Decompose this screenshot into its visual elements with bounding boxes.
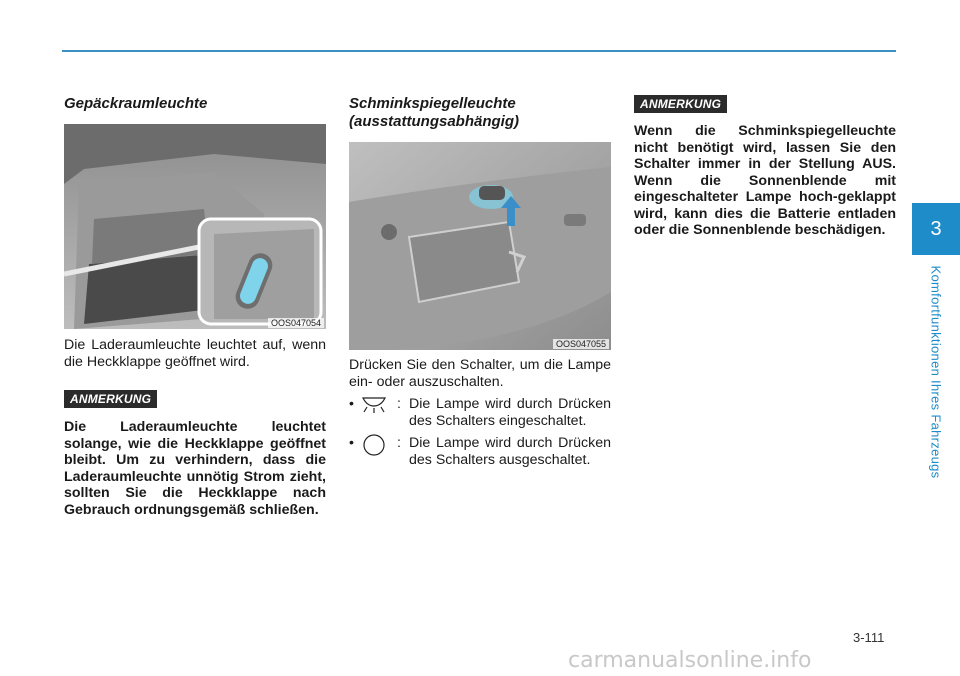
body-text: Drücken Sie den Schalter, um die Lampe ein- oder auszuschalten.	[349, 357, 611, 390]
heading-line-2: (ausstattungsabhängig)	[349, 113, 520, 130]
heading-line-1: Schminkspiegelleuchte	[349, 95, 516, 112]
chapter-tab: 3	[912, 203, 960, 255]
header-rule	[62, 50, 896, 52]
lamp-on-icon	[359, 394, 389, 419]
vanity-mirror-photo	[349, 142, 611, 350]
list-item-text: Die Lampe wird durch Drücken des Schalters eingeschaltet.	[409, 396, 611, 429]
list-item: • : Die Lampe wird durch Drücken des Schalters eingeschaltet.	[349, 396, 611, 429]
note-text: Wenn die Schminkspiegelleuchte nicht benötigt wird, lassen Sie den Schalter immer in der Stellung AUS. Wenn die Sonnenblende mit eingeschalteter Lampe hoch-geklappt wird, kann dies die Batterie entladen oder die Sonnenblende beschädigen.	[634, 123, 896, 238]
note-badge: ANMERKUNG	[634, 95, 727, 113]
photo-code: OOS047055	[553, 339, 609, 349]
luggage-compartment-photo	[64, 124, 326, 329]
section-heading	[349, 95, 611, 131]
column-vanity-mirror-light	[349, 95, 611, 468]
note-text: Die Laderaumleuchte leuchtet solange, wie die Heckklappe geöffnet bleibt. Um zu verhindern, dass die Laderaumleuchte unnötig Strom zieht, sollten Sie die Heckklappe nach Gebrauch ordnungsgemäß schließen.	[64, 419, 326, 518]
section-heading: Gepäckraumleuchte	[64, 95, 208, 112]
body-text: Die Laderaumleuchte leuchtet auf, wenn die Heckklappe geöffnet wird.	[64, 337, 326, 370]
watermark: carmanualsonline.info	[568, 648, 812, 673]
list-item-text: Die Lampe wird durch Drücken des Schalters ausgeschaltet.	[409, 435, 611, 468]
note-badge: ANMERKUNG	[64, 390, 157, 408]
list-item: • : Die Lampe wird durch Drücken des Schalters ausgeschaltet.	[349, 435, 611, 468]
column-luggage-light	[64, 95, 326, 518]
page-number: 3-111	[853, 630, 885, 645]
column-note	[634, 95, 896, 239]
photo-code: OOS047054	[268, 318, 324, 328]
lamp-off-icon	[359, 433, 389, 462]
chapter-title: Komfortfunktionen Ihres Fahrzeugs	[928, 265, 944, 479]
